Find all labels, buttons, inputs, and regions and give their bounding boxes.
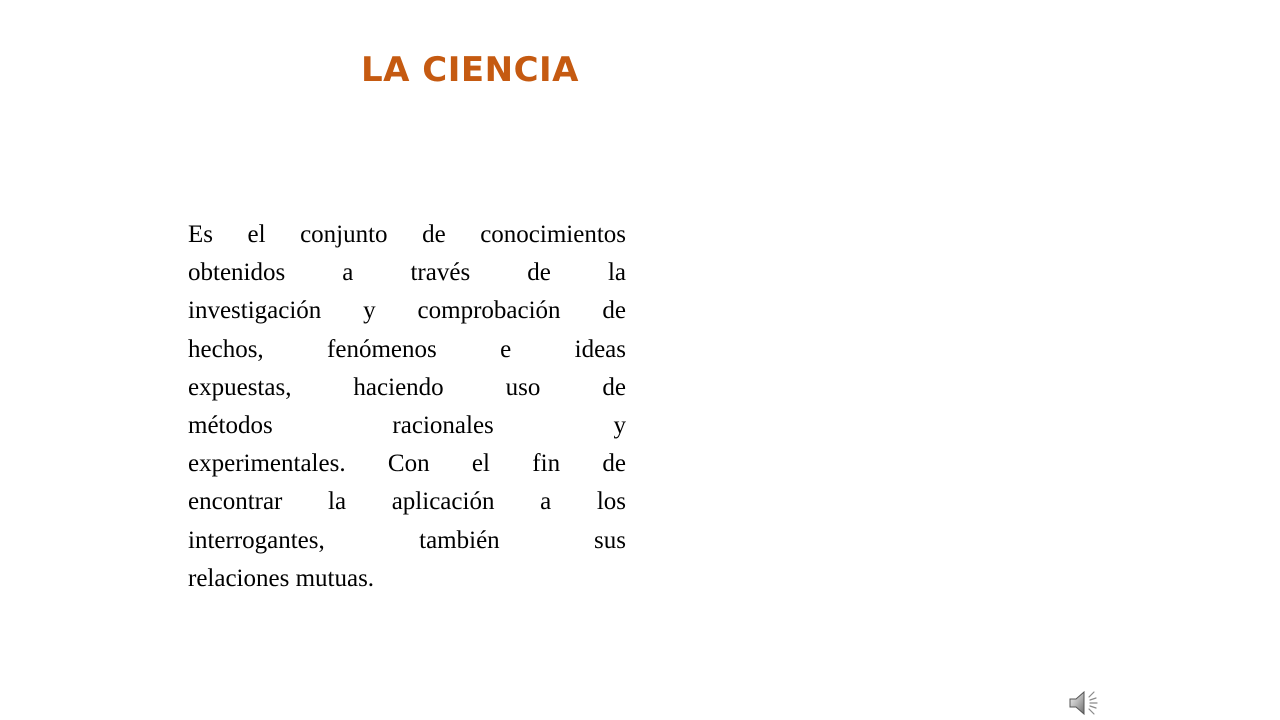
body-line: expuestas, haciendo uso de: [188, 373, 626, 401]
body-line: experimentales. Con el fin de: [188, 450, 626, 478]
body-line: interrogantes, también sus: [188, 526, 626, 554]
body-line: Es el conjunto de conocimientos: [188, 221, 626, 248]
body-line: obtenidos a través de la: [188, 259, 626, 287]
slide-title: LA CIENCIA: [360, 50, 579, 90]
slide-body: [188, 216, 626, 598]
speaker-icon[interactable]: [1066, 688, 1102, 718]
body-line: métodos racionales y: [188, 411, 626, 439]
body-line: encontrar la aplicación a los: [188, 488, 626, 516]
body-line: hechos, fenómenos e ideas: [188, 335, 626, 363]
body-line: investigación y comprobación de: [188, 297, 626, 325]
body-line: relaciones mutuas.: [188, 564, 375, 592]
